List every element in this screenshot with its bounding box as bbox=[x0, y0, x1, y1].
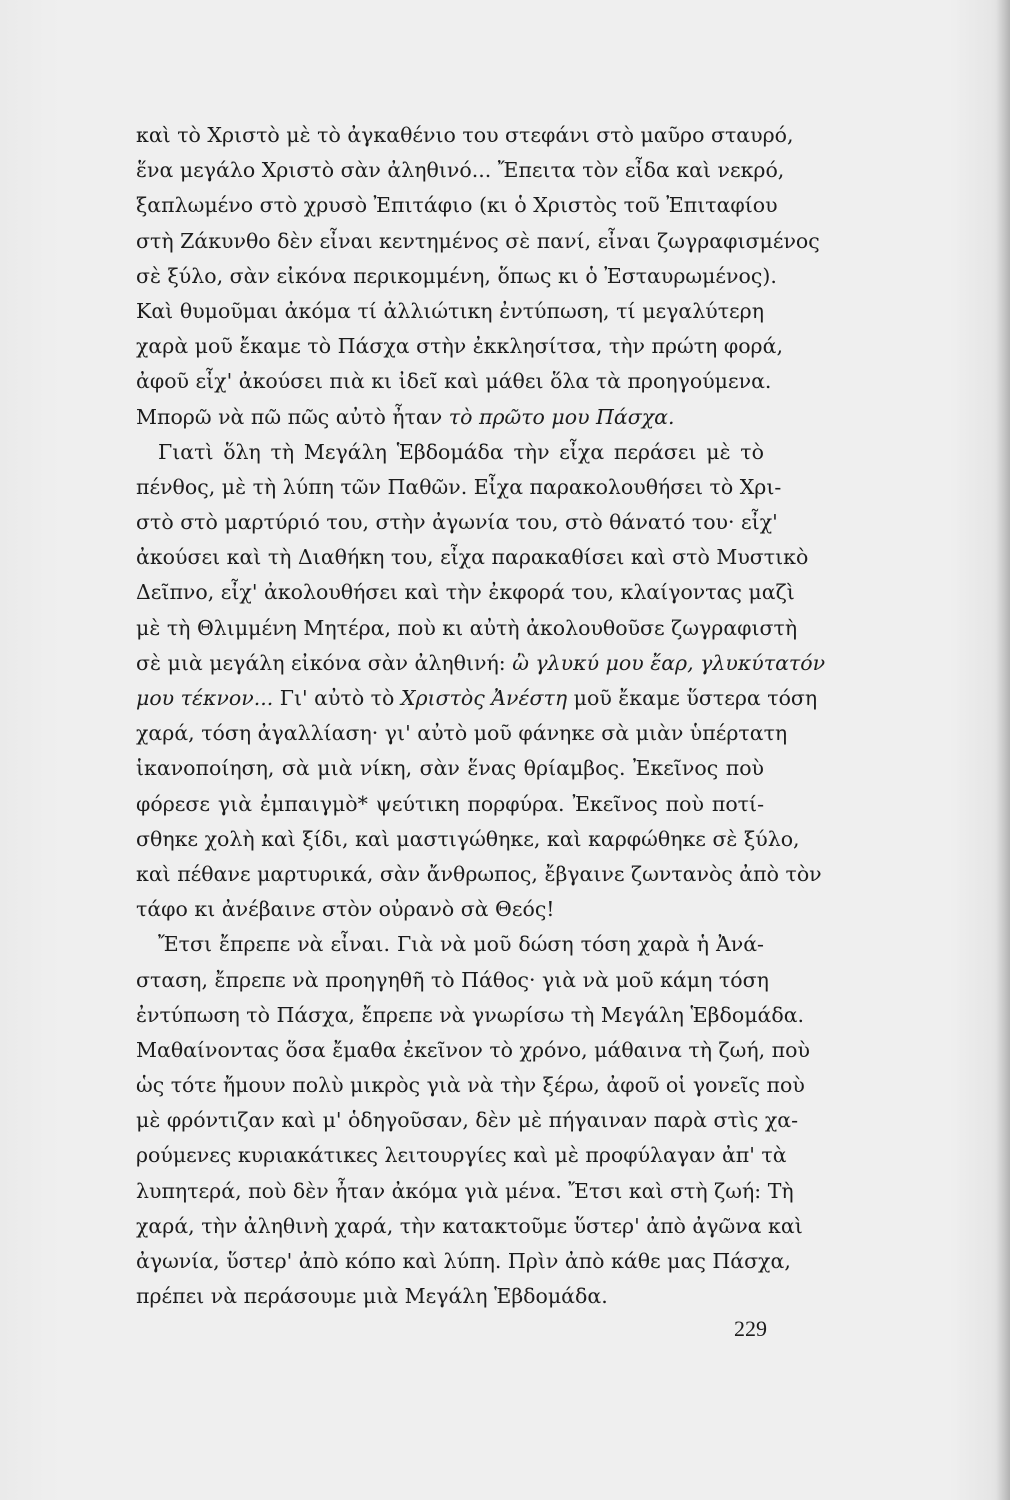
text-line: στὸ στὸ μαρτύριό του, στὴν ἀγωνία του, στὸ θάνατό του· εἶχ' bbox=[136, 510, 778, 535]
text-line: καὶ πέθανε μαρτυρικά, σὰν ἄνθρωπος, ἔβγαινε ζωντανὸς ἀπὸ τὸν bbox=[136, 861, 822, 886]
paragraph-start-line: Ἔτσι ἔπρεπε νὰ εἶναι. Γιὰ νὰ μοῦ δώση τόση χαρὰ ἡ Ἀνά- bbox=[158, 932, 764, 957]
text-line: ἕνα μεγάλο Χριστὸ σὰν ἀληθινό... Ἔπειτα τὸν εἶδα καὶ νεκρό, bbox=[136, 158, 785, 183]
text-line: σὲ ξύλο, σὰν εἰκόνα περικομμένη, ὅπως κι ὁ Ἐσταυρωμένος). bbox=[136, 263, 777, 288]
text-segment: σὲ μιὰ μεγάλη εἰκόνα σὰν ἀληθινή: bbox=[136, 650, 513, 675]
text-line: στὴ Ζάκυνθο δὲν εἶναι κεντημένος σὲ πανί, εἶναι ζωγραφισμένος bbox=[136, 228, 820, 253]
text-line bbox=[136, 681, 818, 716]
text-line: ὡς τότε ἤμουν πολὺ μικρὸς γιὰ νὰ τὴν ξέρω, ἀφοῦ οἱ γονεῖς ποὺ bbox=[136, 1073, 805, 1098]
paragraph-start-line: Γιατὶ ὅλη τὴ Μεγάλη Ἑβδομάδα τὴν εἶχα περάσει μὲ τὸ bbox=[158, 439, 764, 464]
italic-phrase: τὸ πρῶτο μου Πάσχα. bbox=[448, 404, 675, 429]
text-line: ρούμενες κυριακάτικες λειτουργίες καὶ μὲ προφύλαγαν ἀπ' τὰ bbox=[136, 1143, 787, 1168]
page-number: 229 bbox=[734, 1316, 767, 1341]
text-line: λυπητερά, ποὺ δὲν ἦταν ἀκόμα γιὰ μένα. Ἔτσι καὶ στὴ ζωή: Τὴ bbox=[136, 1178, 794, 1203]
italic-phrase: Χριστὸς Ἀνέστη bbox=[400, 686, 568, 710]
text-segment: μοῦ ἔκαμε ὕστερα τόση bbox=[567, 686, 818, 710]
text-line: καὶ τὸ Χριστὸ μὲ τὸ ἀγκαθένιο του στεφάνι στὸ μαῦρο σταυρό, bbox=[136, 123, 794, 147]
text-line: ἀφοῦ εἶχ' ἀκούσει πιὰ κι ἰδεῖ καὶ μάθει ὅλα τὰ προηγούμενα. bbox=[136, 369, 772, 394]
text-line: χαρά, τὴν ἀληθινὴ χαρά, τὴν κατακτοῦμε ὕστερ' ἀπὸ ἀγῶνα καὶ bbox=[136, 1213, 803, 1238]
text-line: Μαθαίνοντας ὅσα ἔμαθα ἐκεῖνον τὸ χρόνο, μάθαινα τὴ ζωή, ποὺ bbox=[136, 1037, 810, 1062]
text-line: ἀγωνία, ὕστερ' ἀπὸ κόπο καὶ λύπη. Πρὶν ἀπὸ κάθε μας Πάσχα, bbox=[136, 1249, 791, 1273]
text-segment: Γι' αὐτὸ τὸ bbox=[273, 686, 401, 710]
text-line: μὲ τὴ Θλιμμένη Μητέρα, ποὺ κι αὐτὴ ἀκολουθοῦσε ζωγραφιστὴ bbox=[136, 615, 798, 640]
text-line: τάφο κι ἀνέβαινε στὸν οὐρανὸ σὰ Θεός! bbox=[136, 897, 555, 922]
text-segment: Μπορῶ νὰ πῶ πῶς αὐτὸ ἦταν bbox=[136, 404, 449, 429]
italic-phrase: μου τέκνον... bbox=[136, 686, 274, 710]
text-line: Δεῖπνο, εἶχ' ἀκολουθήσει καὶ τὴν ἐκφορά του, κλαίγοντας μαζὶ bbox=[136, 580, 795, 605]
text-line: Καὶ θυμοῦμαι ἀκόμα τί ἀλλιώτικη ἐντύπωση, τί μεγαλύτερη bbox=[136, 298, 764, 323]
text-line: μὲ φρόντιζαν καὶ μ' ὁδηγοῦσαν, δὲν μὲ πήγαιναν παρὰ στὶς χα- bbox=[136, 1108, 799, 1133]
text-line: ἱκανοποίηση, σὰ μιὰ νίκη, σὰν ἕνας θρίαμβος. Ἐκεῖνος ποὺ bbox=[136, 756, 764, 781]
text-line: πρέπει νὰ περάσουμε μιὰ Μεγάλη Ἑβδομάδα. bbox=[136, 1284, 608, 1309]
text-line: ἀκούσει καὶ τὴ Διαθήκη του, εἶχα παρακαθίσει καὶ στὸ Μυστικὸ bbox=[136, 545, 809, 570]
text-line: πένθος, μὲ τὴ λύπη τῶν Παθῶν. Εἶχα παρακολουθήσει τὸ Χρι- bbox=[136, 474, 782, 499]
italic-phrase: ὢ γλυκύ μου ἔαρ, γλυκύτατόν bbox=[512, 650, 826, 675]
text-line: χαρὰ μοῦ ἔκαμε τὸ Πάσχα στὴν ἐκκλησίτσα, τὴν πρώτη φορά, bbox=[136, 334, 783, 359]
page-gutter-shadow bbox=[996, 0, 1010, 1500]
text-line: φόρεσε γιὰ ἐμπαιγμὸ* ψεύτικη πορφύρα. Ἐκεῖνος ποὺ ποτί- bbox=[136, 791, 764, 816]
text-line: χαρά, τόση ἀγαλλίαση· γι' αὐτὸ μοῦ φάνηκε σὰ μιὰν ὑπέρτατη bbox=[136, 721, 788, 746]
body-text bbox=[136, 118, 826, 1314]
text-line: σθηκε χολὴ καὶ ξίδι, καὶ μαστιγώθηκε, καὶ καρφώθηκε σὲ ξύλο, bbox=[136, 826, 800, 851]
text-line: ξαπλωμένο στὸ χρυσὸ Ἐπιτάφιο (κι ὁ Χριστὸς τοῦ Ἐπιταφίου bbox=[136, 193, 778, 218]
text-line: ἐντύπωση τὸ Πάσχα, ἔπρεπε νὰ γνωρίσω τὴ Μεγάλη Ἑβδομάδα. bbox=[136, 1002, 805, 1027]
text-line: σταση, ἔπρεπε νὰ προηγηθῆ τὸ Πάθος· γιὰ νὰ μοῦ κάμη τόση bbox=[136, 967, 769, 992]
text-line bbox=[136, 646, 826, 681]
text-line bbox=[136, 400, 764, 435]
